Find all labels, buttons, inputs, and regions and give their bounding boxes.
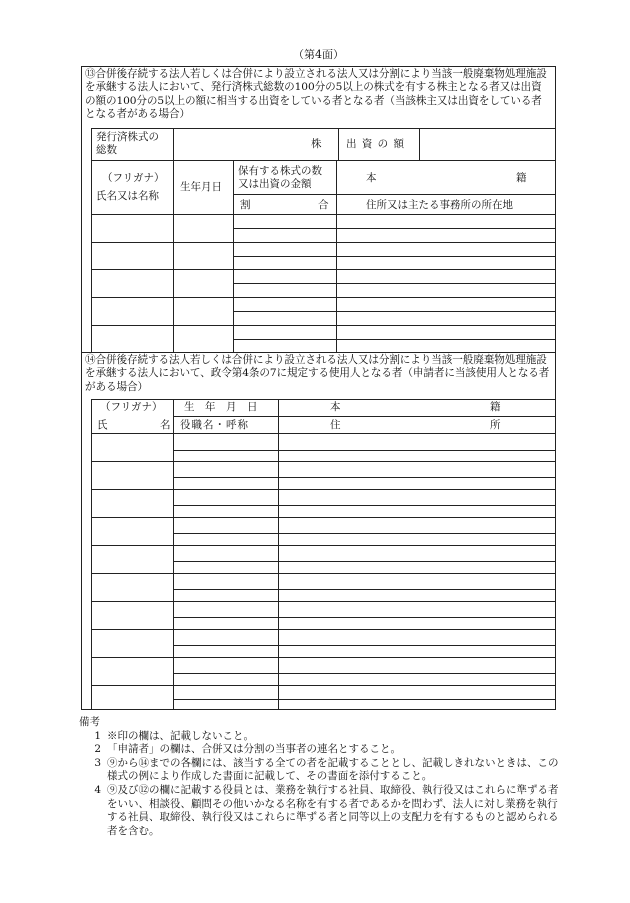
- position-label: 役職名・呼称: [180, 419, 249, 431]
- address-label-14: 住: [330, 419, 341, 431]
- name-label-14: 氏: [97, 419, 108, 431]
- domicile-label-2: 籍: [516, 172, 527, 184]
- domicile-label: 本: [366, 172, 377, 184]
- birth-label: 生年月日: [180, 181, 222, 193]
- section13-paragraph: ⑬合併後存続する法人若しくは合併により設立される法人又は分割により当該一般廃棄物処理施設を承継する法人において、発行済株式総数の100分の5以上の株式を有する株主となる者又は出資の額の100分の5以上の額に相当する出資をしている者となる者（当該株主又は出資をしている者となる者がある場合）: [85, 68, 547, 121]
- note-number: 4: [94, 783, 101, 796]
- name-label-14-2: 名: [160, 419, 171, 431]
- address-label-14-2: 所: [490, 419, 501, 431]
- name-label: 氏名又は名称: [96, 190, 159, 202]
- ratio-label: 割: [240, 199, 251, 211]
- holding-label-2: 又は出資の金額: [238, 178, 312, 190]
- note-item: [79, 784, 559, 838]
- holding-label: 保有する株式の数: [238, 165, 322, 177]
- birth-label-14: 生 年 月 日: [184, 401, 258, 413]
- section14-paragraph: ⑭合併後存続する法人若しくは合併により設立される法人又は分割により当該一般廃棄物処理施設を承継する法人において、政令第4条の7に規定する使用人となる者（申請者に当該使用人となる者がある場合）: [85, 354, 550, 393]
- note-item: [79, 743, 559, 757]
- note-item: [79, 730, 559, 744]
- note-text: ⑨及び⑫の欄に記載する役員とは、業務を執行する社員、取締役、執行役又はこれらに準ずる者をいい、相談役、顧問その他いかなる名称を有する者であるかを問わず、法人に対し業務を執行する社員、取締役、執行役又はこれらに準ずる者と同等以上の支配力を有するものと認められる者を含む。: [107, 783, 559, 837]
- note-number: 2: [94, 743, 101, 756]
- ratio-label-2: 合: [318, 199, 329, 211]
- note-text: 「申請者」の欄は、合併又は分割の当事者の連名とすること。: [107, 743, 401, 756]
- note-text: ※印の欄は、記載しないこと。: [107, 729, 254, 742]
- issued-shares-label: 発行済株式の: [96, 131, 159, 143]
- issued-shares-label-2: 総数: [96, 144, 117, 156]
- furigana-label: （フリガナ）: [102, 172, 165, 184]
- note-number: 3: [94, 756, 101, 769]
- note-item: [79, 757, 559, 784]
- address-label: 住所又は主たる事務所の所在地: [366, 199, 513, 211]
- domicile-label-14: 本: [330, 401, 341, 413]
- page-label: （第4面）: [293, 48, 344, 61]
- capital-label: 出 資 の 額: [346, 138, 406, 150]
- furigana-label-14: （フリガナ）: [100, 401, 163, 413]
- note-number: 1: [94, 729, 101, 742]
- note-text: ⑨から⑭までの各欄には、該当する全ての者を記載することとし、記載しきれないときは、この様式の例により作成した書面に記載して、その書面を添付すること。: [107, 756, 559, 783]
- shares-unit: 株: [311, 138, 322, 150]
- domicile-label-14-2: 籍: [490, 401, 501, 413]
- notes: [79, 716, 559, 838]
- notes-title: 備考: [79, 716, 100, 728]
